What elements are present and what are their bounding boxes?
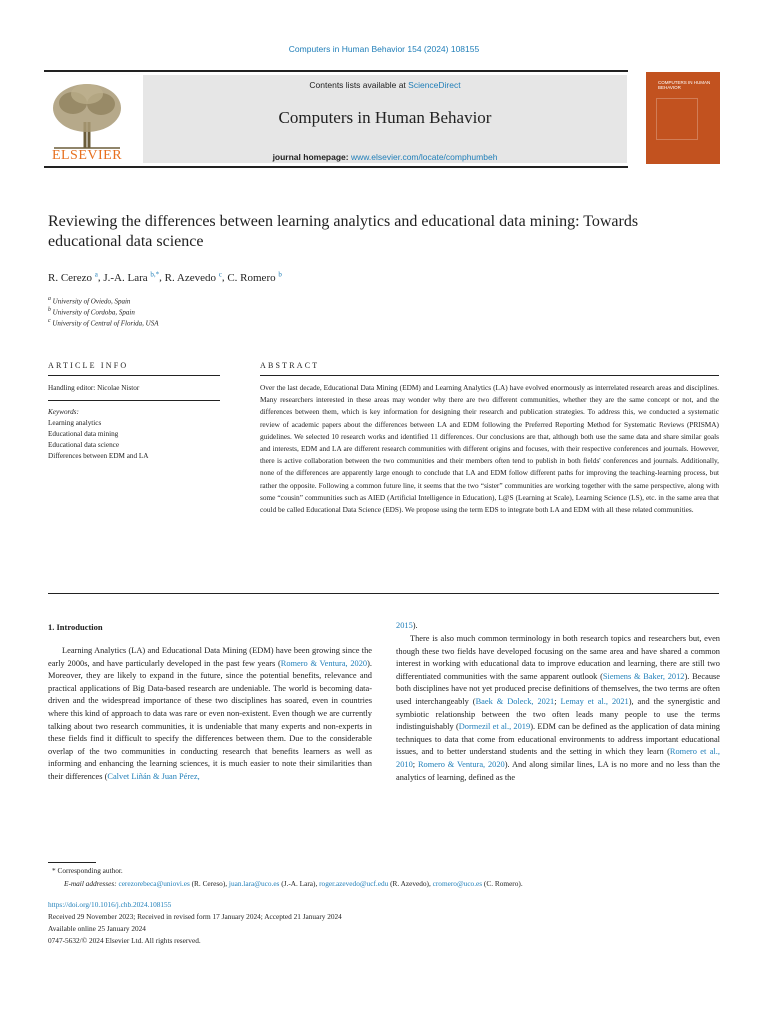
email-owner: (C. Romero). xyxy=(482,879,523,888)
email-link[interactable]: cromero@uco.es xyxy=(432,879,483,888)
email-owner: (R. Azevedo), xyxy=(388,879,433,888)
available-online: Available online 25 January 2024 xyxy=(48,924,146,933)
article-info-heading: ARTICLE INFO xyxy=(48,361,129,370)
journal-cover xyxy=(646,72,720,164)
homepage-line xyxy=(143,152,627,162)
body-text: Learning Analytics (LA) and Educational Data Mining (EDM) have been growing since the early 2000s, and have particularly developed in the past few years ( xyxy=(48,646,372,668)
keyword-1: Learning analytics xyxy=(48,419,102,427)
abstract-bottom-rule xyxy=(48,593,719,594)
citation-link[interactable]: Baek & Doleck, 2021 xyxy=(475,696,555,706)
affiliation-b: $^b$ University of Cordoba, Spain xyxy=(48,307,135,317)
copyright: 0747-5632/© 2024 Elsevier Ltd. All rights reserved. xyxy=(48,936,201,945)
keywords-label: Keywords: xyxy=(48,408,79,416)
elsevier-logo xyxy=(48,78,126,164)
section-heading-introduction: 1. Introduction xyxy=(48,622,103,632)
abstract-heading: ABSTRACT xyxy=(260,361,320,370)
body-text: ). xyxy=(412,621,418,630)
journal-reference[interactable]: Computers in Human Behavior 154 (2024) 108155 xyxy=(288,44,480,54)
affiliation-a: $^a$ University of Oviedo, Spain xyxy=(48,296,131,306)
author-list: R. Cerezo $^a$, J.-A. Lara $^{b,*}$, R. Azevedo $^c$, C. Romero $^b$ xyxy=(48,270,282,284)
email-owner: (R. Cereso), xyxy=(189,879,229,888)
header-rule xyxy=(44,70,628,72)
intro-right-continuation xyxy=(396,620,720,633)
body-text: ). And along similar lines, LA is no more and no less than the analytics of learning, defined as the xyxy=(396,759,721,782)
sciencedirect-link[interactable]: ScienceDirect xyxy=(408,80,461,90)
author-2[interactable]: J.-A. Lara $^{b,*}$ xyxy=(103,270,160,284)
body-text: ; xyxy=(554,696,561,706)
citation-link[interactable]: Romero et al., 2010 xyxy=(396,747,720,769)
keyword-3: Educational data science xyxy=(48,441,120,449)
homepage-prefix: journal homepage: xyxy=(272,152,351,162)
article-info-rule xyxy=(48,375,220,376)
cover-pattern xyxy=(656,98,698,140)
affiliation-c: $^c$ University of Central of Florida, USA xyxy=(48,318,159,328)
article-info-rule-2 xyxy=(48,400,220,401)
citation-link[interactable]: Dormezil et al., 2019 xyxy=(458,722,531,732)
doi-link[interactable]: https://doi.org/10.1016/j.chb.2024.108155 xyxy=(48,900,172,909)
body-text: ). Moreover, they are likely to expand in the future, since the potential benefits, relevance and practical applications of Big Data-based research are undeniable. The world is becoming data-driven and the widespread importance of these two disciplines has soared, even in countries where this kind of approach to data was rare or even non-existent. Even though we are currently talking about two research communities, it is undeniable that many experts and non-experts in these fields find it difficult to specify the differences between them. Due to the considerable overlap of the two communities in conducting research that benefits learners as well as informing and enhancing the learning sciences, it is much easier to note their similarities than their differences ( xyxy=(48,658,373,781)
email-addresses xyxy=(64,879,523,890)
body-text: ). EDM can be defined as the application of data mining techniques to data that come from educational environments to address important educational issues, and to better understand students and the setting in which they learn ( xyxy=(396,722,720,757)
email-link[interactable]: juan.lara@uco.es xyxy=(228,879,280,888)
homepage-link[interactable]: www.elsevier.com/locate/comphumbeh xyxy=(350,152,498,162)
body-text: ), and the synergistic and symbiotic relationship between the two often leads many people to use the terms indistinguishably ( xyxy=(396,696,721,732)
author-1[interactable]: R. Cerezo $^a$ xyxy=(48,270,98,284)
email-owner: (J.-A. Lara), xyxy=(279,879,320,888)
article-title: Reviewing the differences between learning analytics and educational data mining: Towards educational data science xyxy=(48,213,639,250)
author-3[interactable]: R. Azevedo $^c$ xyxy=(164,270,222,284)
contents-line xyxy=(143,80,627,90)
email-label: E-mail addresses: xyxy=(64,879,119,888)
citation-link[interactable]: Calvet Liñán & Juan Pérez, xyxy=(107,771,200,781)
email-link[interactable]: cerezorebeca@uniovi.es xyxy=(118,879,190,888)
journal-name: Computers in Human Behavior xyxy=(278,108,492,127)
citation-link[interactable]: Romero & Ventura, 2020 xyxy=(417,759,505,769)
citation-link[interactable]: Romero & Ventura, 2020 xyxy=(280,658,368,668)
body-text: ). Because both disciplines have not yet produced precise definitions of themselves, the two terms are often used interchangeably ( xyxy=(396,671,720,706)
citation-link[interactable]: Siemens & Baker, 2012 xyxy=(602,671,685,681)
header-rule-bottom xyxy=(44,166,628,168)
cover-title: COMPUTERS IN HUMAN BEHAVIOR xyxy=(658,80,711,91)
citation-link[interactable]: 2015 xyxy=(396,621,413,630)
corresponding-author-note: * Corresponding author. xyxy=(52,866,123,875)
keyword-2: Educational data mining xyxy=(48,430,119,438)
email-link[interactable]: roger.azevedo@ucf.edu xyxy=(319,879,389,888)
handling-editor: Handling editor: Nicolae Nistor xyxy=(48,384,140,392)
body-text: ; xyxy=(412,759,418,769)
citation-link[interactable]: Lemay et al., 2021 xyxy=(560,696,629,706)
abstract-text: Over the last decade, Educational Data Mining (EDM) and Learning Analytics (LA) have evolved enormously as interrelated research areas and disciplines. Many researchers interested in these areas may wonder why there are two different communities, whether they are the same concept or not, and the differences between them, which is key information for designing their research and publication strategies. To address this, we conducted a systematic review of academic papers about the differences between LA and EDM following the Preferred Reporting Method for Systematic Reviews (PRISMA) guidelines. We selected 10 research works and identified 11 differences. Our conclusions are that, although both use the same data and share similar goals and interests, EDM and LA are different research communities with different origins and focuses, with their respective conferences and journals. However, there is active collaboration between the two communities and their members often tend to publish in both fields' conferences and journals. Additionally, none of the differences are apparently large enough to conclude that LA and EDM follow different paths for improving the teaching-learning process, but rather the opposite. Following a common future line, it seems that the two “sister” communities are working together with the same perspective, along with some “cousin” communities such as AIED (Artificial Intelligence in Education), L@S (Learning at Scale), Learning Science (LS), etc. in the same area that could be called Educational Data Science (EDS). We propose using the term EDS to integrate both LA and EDM with all these related communities. xyxy=(260,383,719,515)
intro-left-column xyxy=(48,645,372,784)
author-4[interactable]: C. Romero $^b$ xyxy=(227,270,282,284)
abstract-rule xyxy=(260,375,719,376)
received-dates: Received 29 November 2023; Received in revised form 17 January 2024; Accepted 21 January 2024 xyxy=(48,912,342,921)
elsevier-wordmark: ELSEVIER xyxy=(51,148,123,163)
keyword-4: Differences between EDM and LA xyxy=(48,452,149,460)
contents-prefix: Contents lists available at xyxy=(309,80,409,90)
intro-right-column xyxy=(396,633,720,784)
footnote-rule xyxy=(48,862,96,863)
body-text: There is also much common terminology in both research topics and researchers but, even though these two fields have developed focusing on the same area and have shared a common interest in working with educational data to improve education and learning, there are still two differentiated communities with the same apparent outlook ( xyxy=(396,634,720,681)
